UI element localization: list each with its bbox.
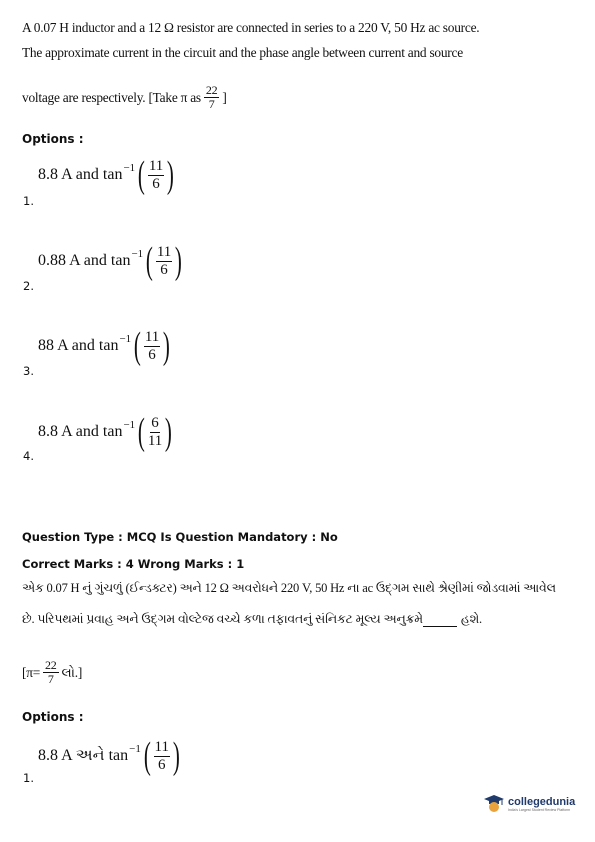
pi-numerator: 22 [205, 83, 218, 97]
question-type-line: Question Type : MCQ Is Question Mandatory : No [22, 530, 338, 544]
left-paren: ( [138, 154, 145, 196]
right-paren: ) [167, 154, 175, 196]
option-3-value: 88 A and tan [38, 337, 119, 354]
option-4-expression [38, 413, 175, 451]
gujarati-option-1-sup: −1 [129, 743, 141, 755]
option-2-fraction [156, 244, 172, 279]
option-3-number: 3. [23, 364, 34, 378]
left-paren: ( [138, 411, 145, 453]
collegedunia-logo [483, 793, 575, 815]
option-1-denominator: 6 [152, 175, 160, 192]
gujarati-line-1: એક 0.07 H નું ગુંચળું (ઈન્ડક્ટર) અને 12 Ω અવરોધને 220 V, 50 Hz ના ac ઉદ્ગમ સાથે શ્રેણીમાં જોડવામાં આવેલ [22, 581, 556, 595]
gujarati-option-1-denominator: 6 [157, 756, 166, 773]
option-2-number: 2. [23, 279, 34, 293]
right-paren: ) [175, 240, 183, 282]
option-4-numerator: 6 [151, 414, 159, 431]
pi-denominator: 7 [208, 97, 215, 111]
option-2-expression [38, 242, 185, 280]
options-label: Options : [22, 132, 84, 146]
gujarati-pi-close: લો.] [61, 664, 83, 680]
gujarati-option-1-expression [38, 737, 183, 775]
option-3-numerator: 11 [144, 328, 160, 345]
option-2-denominator: 6 [160, 261, 168, 278]
gujarati-pi-fraction [43, 659, 59, 686]
gujarati-pi-open: [π= [22, 664, 41, 680]
gujarati-line-2 [22, 612, 482, 627]
option-2-value: 0.88 A and tan [38, 252, 131, 269]
gujarati-option-1-numerator: 11 [154, 738, 169, 755]
right-paren: ) [163, 325, 171, 367]
left-paren: ( [134, 325, 141, 367]
option-3-expression [38, 327, 173, 365]
option-2-numerator: 11 [156, 243, 172, 260]
option-2-sup: −1 [131, 248, 144, 260]
right-paren: ) [165, 411, 173, 453]
option-4-denominator: 11 [147, 432, 163, 449]
question-line-3-text: voltage are respectively. [Take π as [22, 89, 201, 105]
gujarati-line-2-end: હશે. [460, 612, 482, 626]
option-4-value: 8.8 A and tan [38, 423, 123, 440]
graduate-icon [483, 793, 505, 815]
logo-text: collegedunia [508, 796, 576, 808]
option-1-sup: −1 [123, 162, 136, 174]
option-3-fraction [144, 329, 160, 364]
gujarati-line-2-text: છે. પરિપથમાં પ્રવાહ અને ઉદ્ગમ વોલ્ટેજ વચ્ચે કળા તફાવતનું સંનિકટ મૂલ્ય અનુક્રમે [22, 612, 423, 626]
question-line-3-close: ] [222, 89, 227, 105]
left-paren: ( [146, 240, 153, 282]
answer-blank [423, 626, 457, 627]
question-line-1: A 0.07 H inductor and a 12 Ω resistor are connected in series to a 220 V, 50 Hz ac source. [22, 20, 480, 35]
marks-line: Correct Marks : 4 Wrong Marks : 1 [22, 557, 245, 571]
left-paren: ( [143, 735, 151, 777]
gujarati-pi-numerator: 22 [45, 658, 57, 672]
right-paren: ) [172, 735, 180, 777]
option-4-sup: −1 [123, 419, 136, 431]
option-3-denominator: 6 [148, 346, 156, 363]
gujarati-pi-denominator: 7 [47, 672, 54, 686]
question-line-2: The approximate current in the circuit and the phase angle between current and source [22, 45, 463, 60]
option-3-sup: −1 [119, 333, 132, 345]
option-1-expression [38, 156, 177, 194]
option-1-fraction [148, 158, 164, 193]
gujarati-option-1-fraction [154, 739, 170, 774]
option-1-numerator: 11 [148, 157, 164, 174]
gujarati-option-1-number: 1. [23, 771, 34, 785]
option-1-number: 1. [23, 194, 34, 208]
option-1-value: 8.8 A and tan [38, 166, 123, 183]
logo-tagline: India's Largest Student Review Platform [508, 808, 571, 812]
gujarati-option-1-value: 8.8 A અને tan [38, 747, 129, 764]
option-4-fraction [148, 415, 162, 450]
gujarati-pi-note [22, 659, 82, 686]
question-line-3 [22, 84, 227, 111]
option-4-number: 4. [23, 449, 34, 463]
pi-fraction [204, 84, 220, 111]
options-label-2: Options : [22, 710, 84, 724]
